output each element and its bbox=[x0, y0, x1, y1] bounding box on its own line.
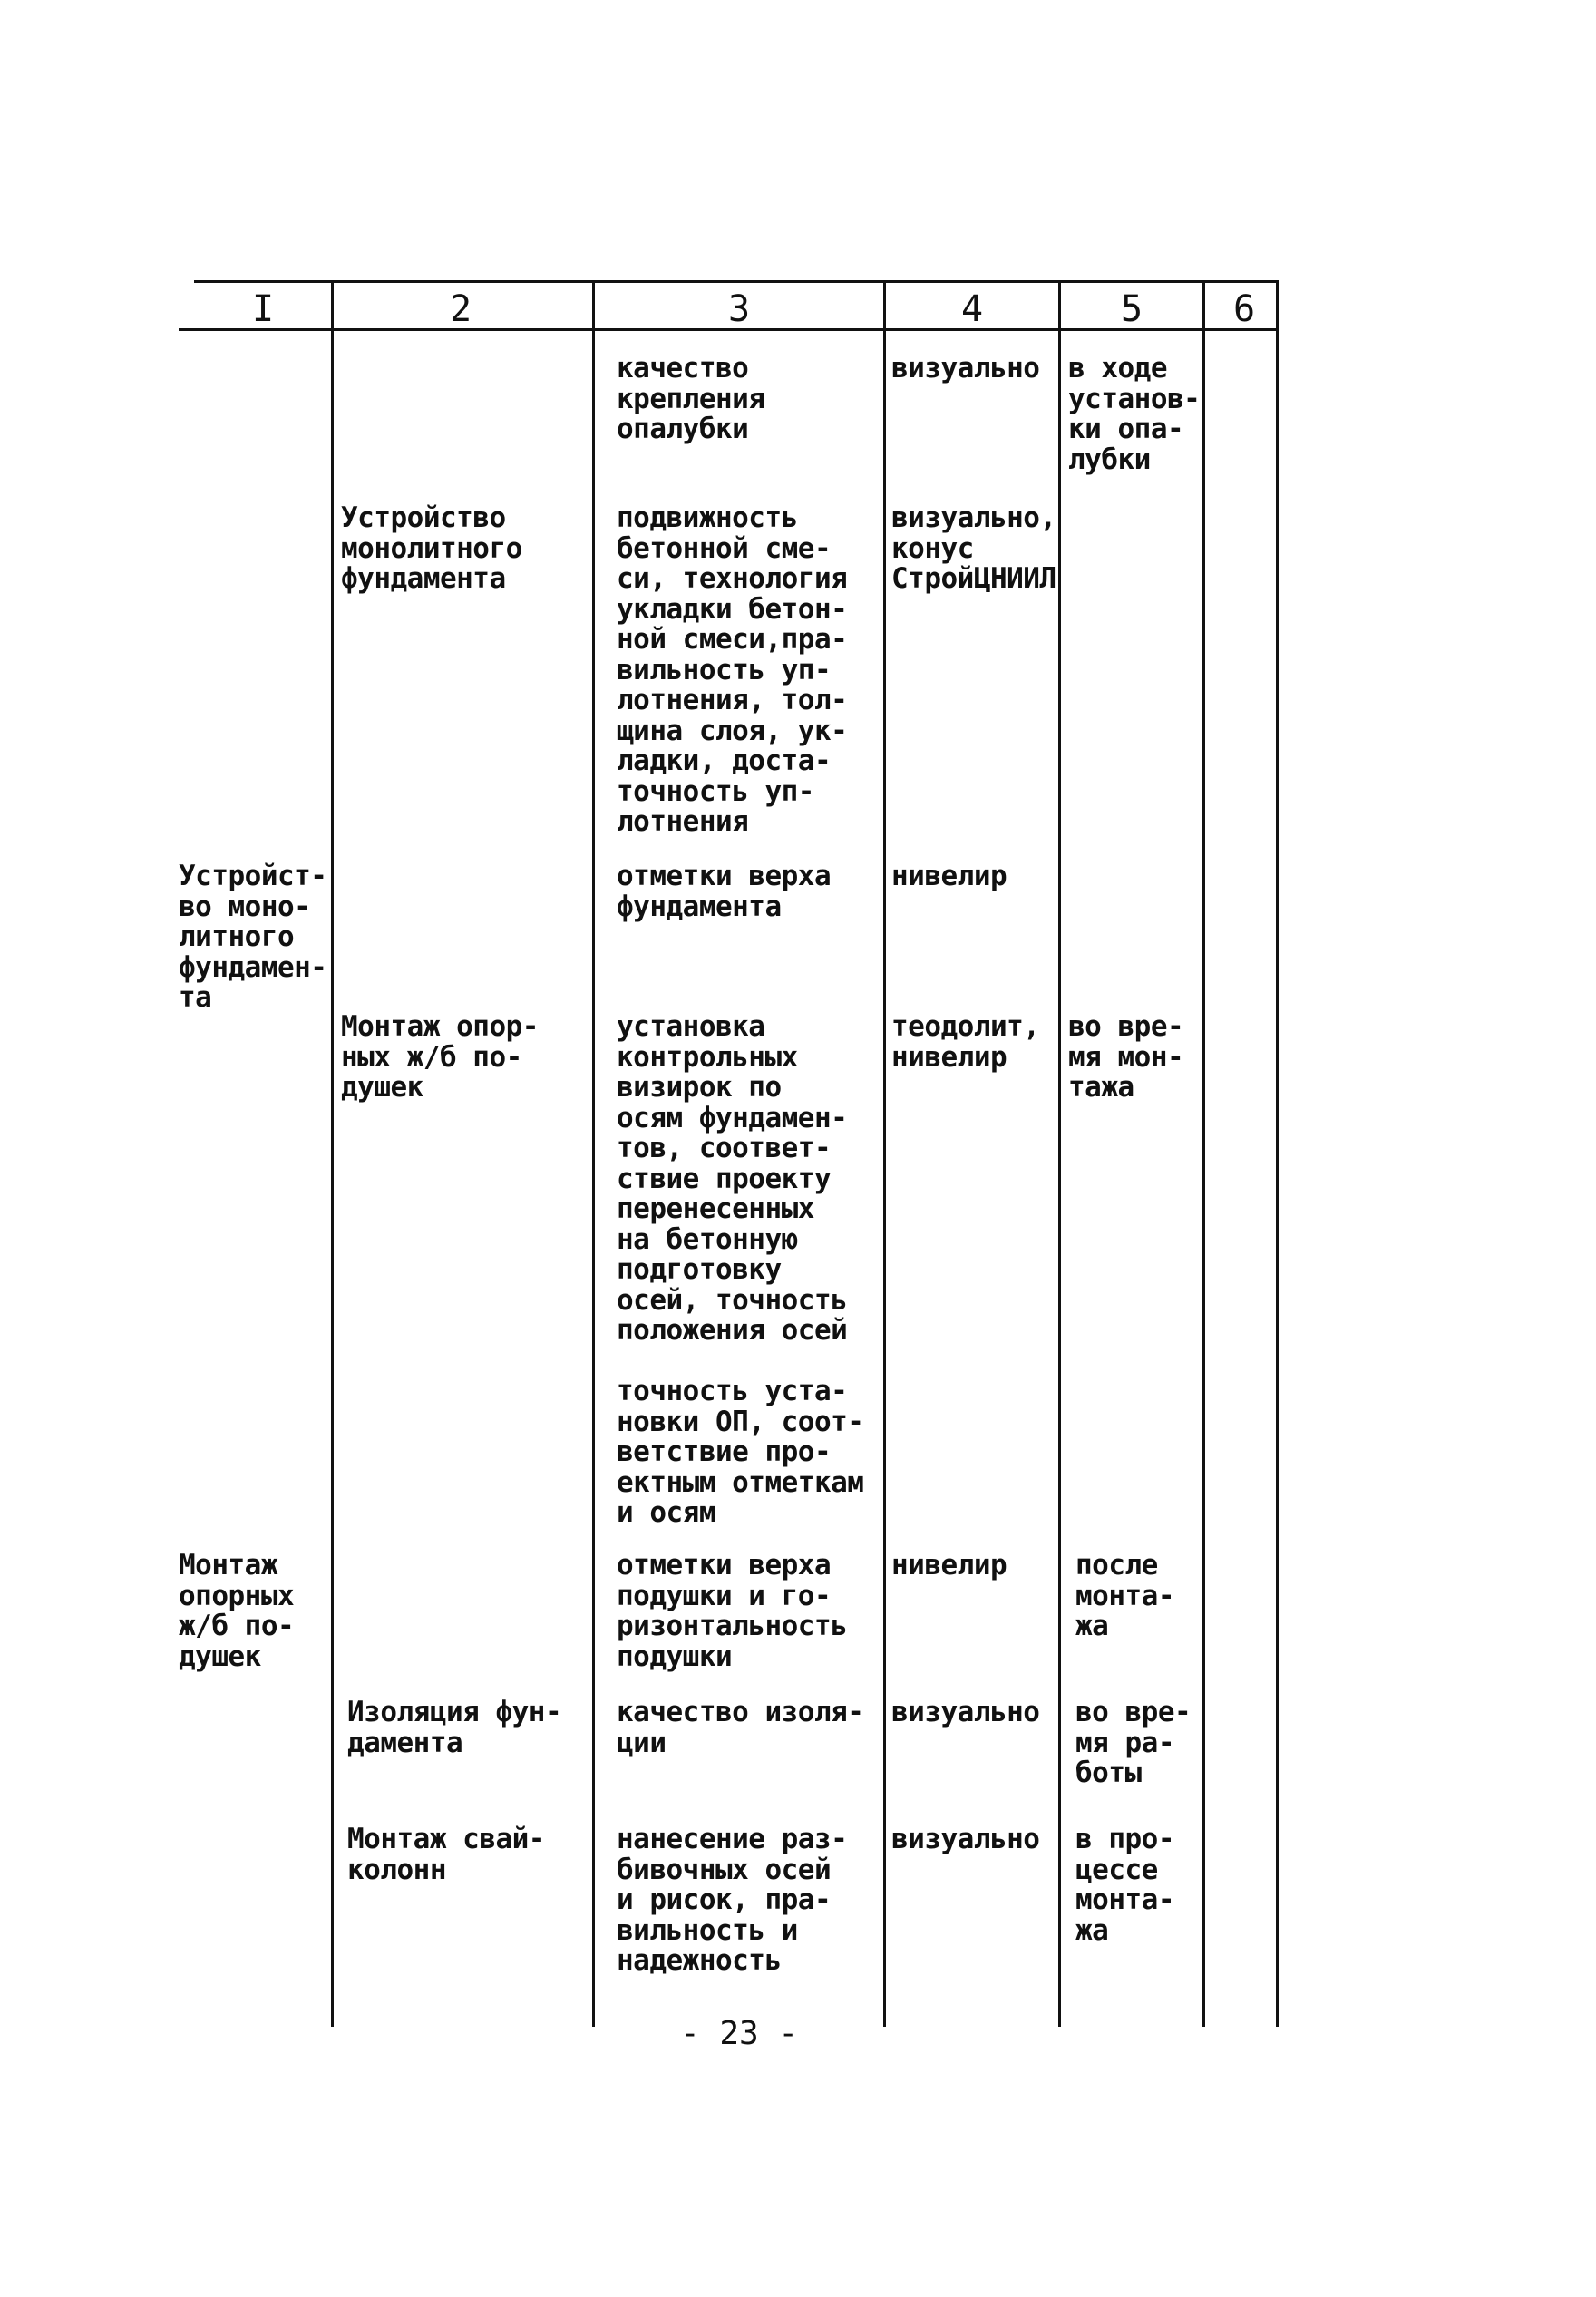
table-cell-r7-c3: нанесение раз- бивочных осей и рисок, пра- вильность и надежность bbox=[617, 1823, 848, 1977]
column-divider-5 bbox=[1202, 281, 1205, 2027]
table-cell-r6-c2: Изоляция фун- дамента bbox=[347, 1696, 562, 1759]
table-cell-r3-c3: установка контрольных визирок по осям фундамен- тов, соответ- ствие проекту перенесенных на бетонную подготовку осей, точность положения осей bbox=[617, 1010, 848, 1347]
table-cell-r3-c2: Монтаж опор- ных ж/б по- душек bbox=[341, 1010, 539, 1104]
table-cell-r5-c4: нивелир bbox=[891, 1549, 1007, 1582]
table-top-rule bbox=[194, 280, 1279, 283]
table-cell-r7-c5: в про- цессе монта- жа bbox=[1075, 1823, 1174, 1947]
table-cell-r1-c2: Устройство монолитного фундамента bbox=[341, 501, 522, 595]
page-number: - 23 - bbox=[679, 2015, 799, 2052]
table-cell-r1-c3: подвижность бетонной сме- си, технология укладки бетон- ной смеси,пра- вильность уп- лотнения, тол- щина слоя, ук- ладки, доста- точность уп- лотнения bbox=[617, 501, 848, 838]
column-header-3: 3 bbox=[727, 288, 751, 330]
column-divider-2 bbox=[592, 281, 595, 2027]
table-cell-r6-c3: качество изоля- ции bbox=[617, 1696, 864, 1759]
table-cell-r5-c5: после монта- жа bbox=[1075, 1549, 1174, 1642]
table-cell-r6-c5: во вре- мя ра- боты bbox=[1075, 1696, 1192, 1789]
table-cell-r0-c4: визуально bbox=[891, 352, 1040, 384]
column-divider-6 bbox=[1276, 281, 1279, 2027]
table-cell-r5-c3: отметки верха подушки и го- ризонтальность подушки bbox=[617, 1549, 848, 1673]
table-cell-r2-c1: Устройст- во моно- литного фундамен- та bbox=[179, 860, 327, 1014]
column-header-1: I bbox=[251, 288, 275, 330]
table-cell-r2-c4: нивелир bbox=[891, 860, 1007, 892]
column-header-4: 4 bbox=[960, 288, 984, 330]
column-header-2: 2 bbox=[449, 288, 472, 330]
table-cell-r3-c4: теодолит, нивелир bbox=[891, 1010, 1040, 1074]
table-cell-r7-c4: визуально bbox=[891, 1823, 1040, 1855]
table-cell-r0-c5: в ходе установ- ки опа- лубки bbox=[1068, 352, 1201, 476]
table-cell-r6-c4: визуально bbox=[891, 1696, 1040, 1728]
table-cell-r0-c3: качество крепления опалубки bbox=[617, 352, 765, 445]
table-cell-r3-c5: во вре- мя мон- тажа bbox=[1068, 1010, 1184, 1104]
column-divider-3 bbox=[883, 281, 886, 2027]
table-cell-r4-c3: точность уста- новки ОП, соот- ветствие про- ектным отметкам и осям bbox=[617, 1375, 864, 1529]
table-cell-r2-c3: отметки верха фундамента bbox=[617, 860, 832, 923]
column-header-5: 5 bbox=[1120, 288, 1143, 330]
table-cell-r5-c1: Монтаж опорных ж/б по- душек bbox=[179, 1549, 295, 1673]
table-cell-r1-c4: визуально, конус СтройЦНИИЛ bbox=[891, 501, 1056, 595]
table-cell-r7-c2: Монтаж свай- колонн bbox=[347, 1823, 545, 1886]
column-header-6: 6 bbox=[1232, 288, 1256, 330]
column-divider-1 bbox=[331, 281, 334, 2027]
column-divider-4 bbox=[1058, 281, 1061, 2027]
